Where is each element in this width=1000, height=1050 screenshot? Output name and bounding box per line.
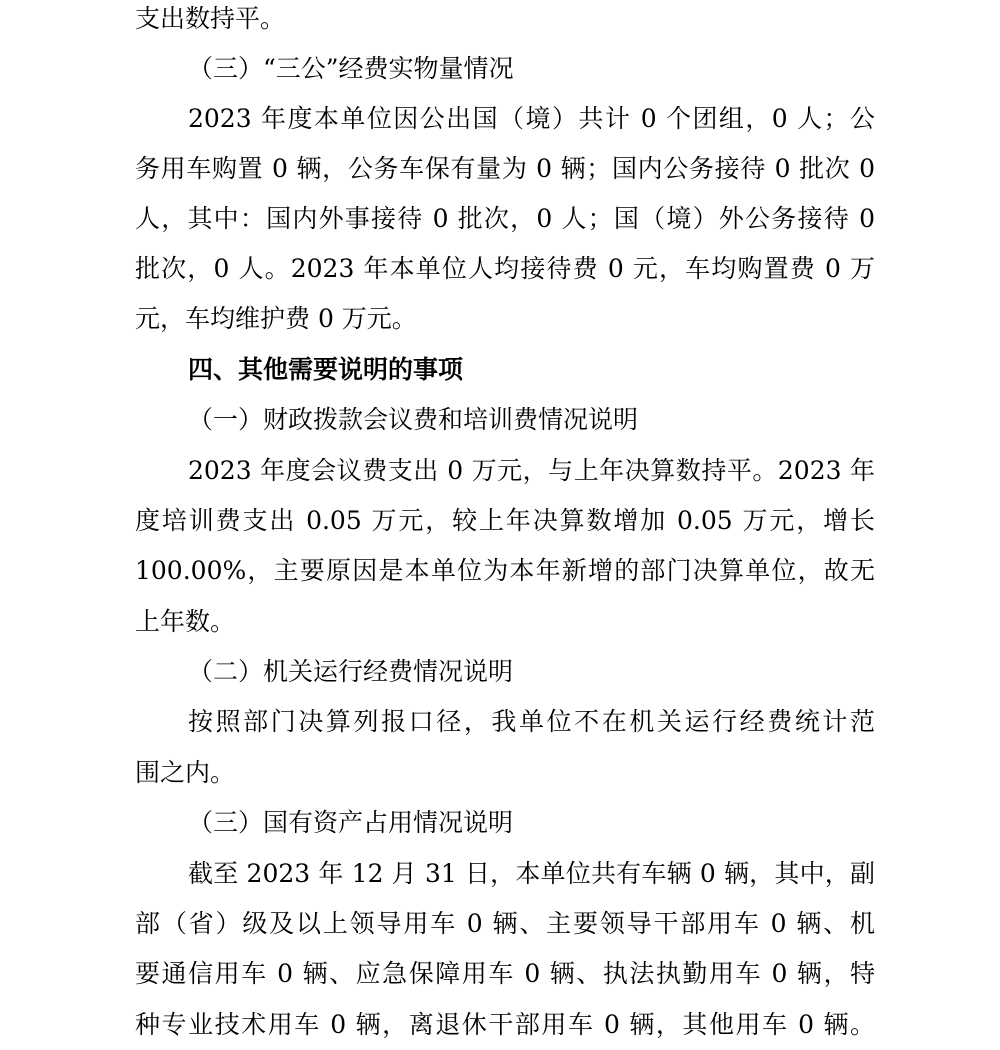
- subheading-operating-expenses: （二）机关运行经费情况说明: [188, 657, 514, 686]
- paragraph-line: 100.00%，主要原因是本单位为本年新增的部门决算单位，故无: [135, 556, 875, 585]
- paragraph-line: 2023 年度会议费支出 0 万元，与上年决算数持平。2023 年: [188, 456, 875, 485]
- paragraph-end-line: 围之内。: [135, 758, 236, 787]
- paragraph-line: 种专业技术用车 0 辆，离退休干部用车 0 辆，其他用车 0 辆。: [135, 1010, 875, 1039]
- paragraph-end-line: 上年数。: [135, 607, 236, 636]
- paragraph-line: 人，其中：国内外事接待 0 批次，0 人；国（境）外公务接待 0: [135, 204, 875, 233]
- paragraph-line: 部（省）级及以上领导用车 0 辆、主要领导干部用车 0 辆、机: [135, 909, 875, 938]
- paragraph-end-line: 支出数持平。: [135, 4, 286, 33]
- paragraph-end-line: 元，车均维护费 0 万元。: [135, 304, 417, 333]
- section-heading-other-matters: 四、其他需要说明的事项: [188, 355, 464, 384]
- paragraph-line: 按照部门决算列报口径，我单位不在机关运行经费统计范: [188, 707, 875, 736]
- paragraph-line: 度培训费支出 0.05 万元，较上年决算数增加 0.05 万元，增长: [135, 506, 875, 535]
- subheading-meeting-training: （一）财政拨款会议费和培训费情况说明: [188, 405, 639, 434]
- paragraph-line: 2023 年度本单位因公出国（境）共计 0 个团组，0 人；公: [188, 104, 875, 133]
- paragraph-line: 务用车购置 0 辆，公务车保有量为 0 辆；国内公务接待 0 批次 0: [135, 154, 875, 183]
- paragraph-line: 批次，0 人。2023 年本单位人均接待费 0 元，车均购置费 0 万: [135, 254, 875, 283]
- subheading-state-assets: （三）国有资产占用情况说明: [188, 808, 514, 837]
- paragraph-line: 截至 2023 年 12 月 31 日，本单位共有车辆 0 辆，其中，副: [188, 859, 875, 888]
- subheading-three-public-quantity: （三）“三公”经费实物量情况: [188, 54, 514, 83]
- paragraph-line: 要通信用车 0 辆、应急保障用车 0 辆、执法执勤用车 0 辆，特: [135, 959, 875, 988]
